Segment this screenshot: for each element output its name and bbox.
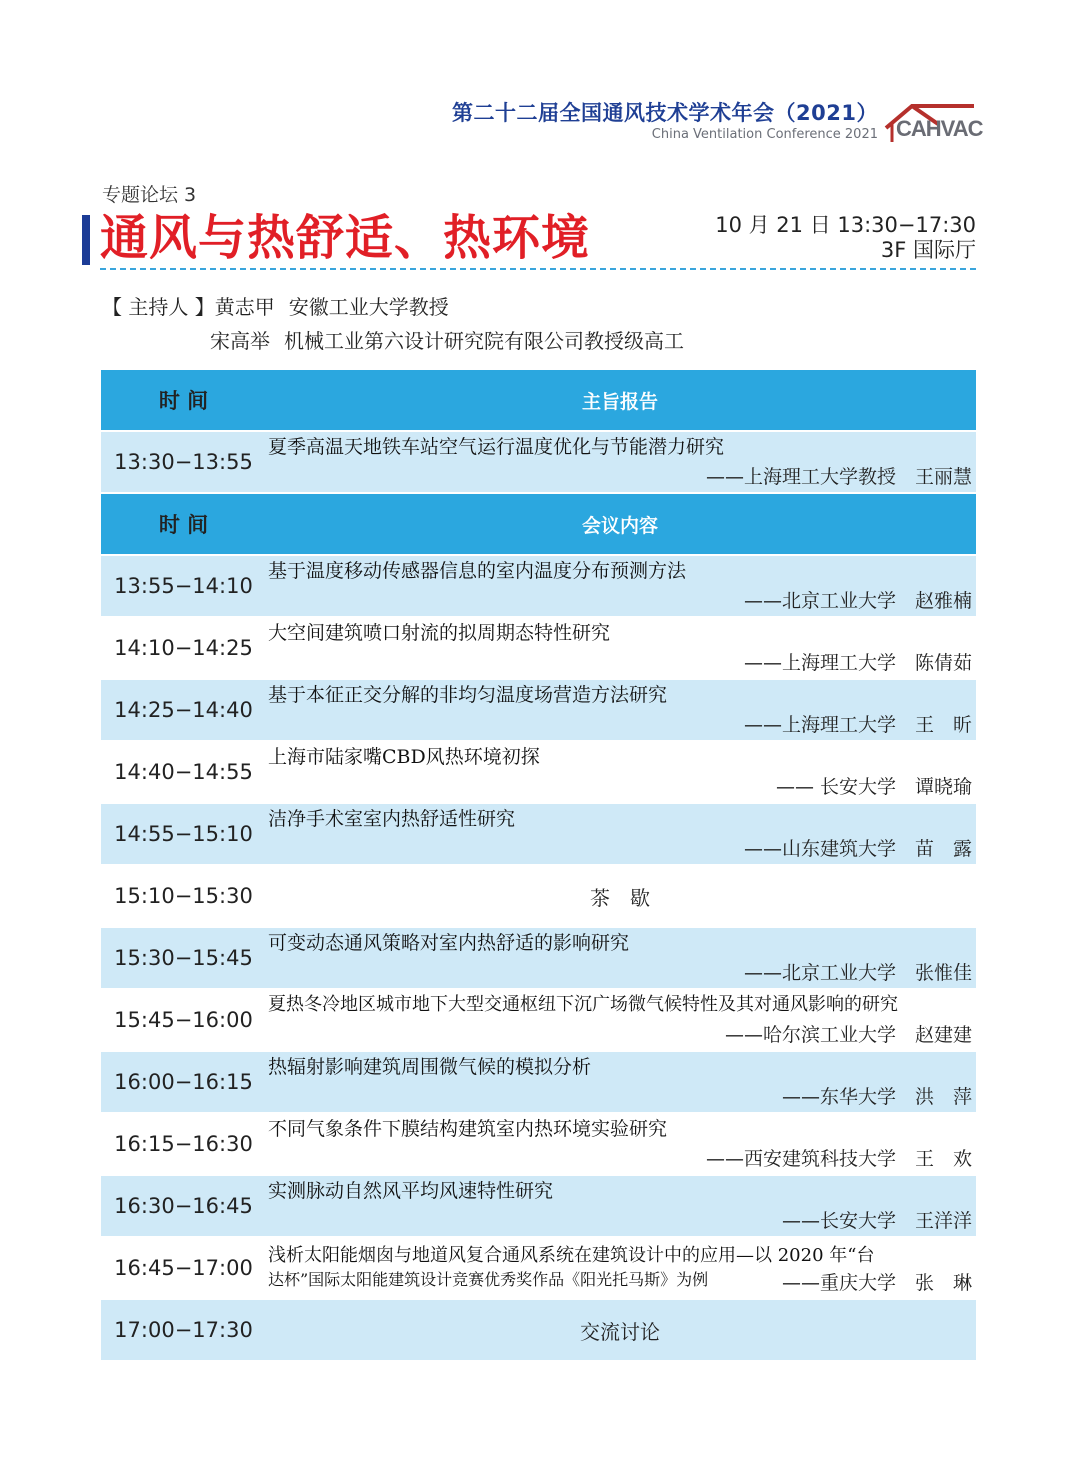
row-time: 16:45−17:00 [114, 1256, 253, 1280]
row-topic: 实测脉动自然风平均风速特性研究 [268, 1180, 554, 1202]
row-content [266, 1176, 976, 1236]
table-row [101, 742, 976, 802]
row-speaker: ——长安大学 王洋洋 [781, 1210, 972, 1232]
row-content [266, 990, 976, 1050]
row-topic: 可变动态通风策略对室内热舒适的影响研究 [268, 932, 630, 954]
row-time: 13:55−14:10 [114, 574, 253, 598]
row-topic: 大空间建筑喷口射流的拟周期态特性研究 [268, 622, 611, 644]
forum-title: 通风与热舒适、热环境 [100, 210, 591, 266]
row-time: 16:30−16:45 [114, 1194, 253, 1218]
forum-datetime: 10 月 21 日 13:30−17:30 [715, 213, 976, 237]
row-content [266, 1300, 976, 1360]
row-topic-line2: 达杯”国际太阳能建筑设计竞赛优秀奖作品《阳光托马斯》为例 [268, 1270, 709, 1289]
row-topic: 基于温度移动传感器信息的室内温度分布预测方法 [268, 560, 687, 582]
row-time: 13:30−13:55 [114, 450, 253, 474]
header-content: 会议内容 [581, 514, 658, 537]
session-header-row [101, 494, 976, 554]
row-time: 14:55−15:10 [114, 822, 253, 846]
row-time: 14:25−14:40 [114, 698, 253, 722]
table-row [101, 618, 976, 678]
row-time: 14:10−14:25 [114, 636, 253, 660]
title-divider [100, 268, 976, 270]
forum-room: 3F 国际厅 [880, 238, 976, 262]
host-title: 安徽工业大学教授 [288, 295, 449, 319]
row-speaker: ——山东建筑大学 苗 露 [743, 838, 972, 860]
discussion-label: 交流讨论 [580, 1319, 660, 1344]
row-speaker: ——上海理工大学教授 王丽慧 [705, 466, 972, 488]
row-speaker: ——北京工业大学 赵雅楠 [743, 590, 972, 612]
table-row [101, 1114, 976, 1174]
row-speaker: ——上海理工大学 陈倩茹 [743, 652, 972, 674]
row-topic: 夏热冬冷地区城市地下大型交通枢纽下沉广场微气候特性及其对通风影响的研究 [268, 994, 898, 1015]
header-time: 时 间 [158, 389, 209, 413]
row-content [266, 1052, 976, 1112]
discussion-row [101, 1300, 976, 1360]
row-time: 15:45−16:00 [114, 1008, 253, 1032]
row-speaker: ——哈尔滨工业大学 赵建建 [724, 1024, 972, 1046]
conference-header [452, 98, 983, 148]
logo-text: CAHVAC [896, 116, 983, 141]
break-row [101, 866, 976, 926]
row-speaker: ——重庆大学 张 琳 [781, 1272, 972, 1294]
header-content: 主旨报告 [581, 390, 658, 413]
row-time: 16:00−16:15 [114, 1070, 253, 1094]
row-time: 15:10−15:30 [114, 884, 253, 908]
row-speaker: —— 长安大学 谭晓瑜 [775, 776, 972, 798]
row-topic: 热辐射影响建筑周围微气候的模拟分析 [268, 1056, 592, 1078]
row-topic: 不同气象条件下膜结构建筑室内热环境实验研究 [268, 1118, 668, 1140]
row-time: 15:30−15:45 [114, 946, 253, 970]
row-topic: 基于本征正交分解的非均匀温度场营造方法研究 [268, 684, 668, 706]
row-content [266, 618, 976, 678]
forum-meta [715, 213, 976, 263]
table-row [101, 556, 976, 616]
conference-text [452, 98, 878, 142]
row-content [266, 680, 976, 740]
row-content [266, 742, 976, 802]
row-time: 16:15−16:30 [114, 1132, 253, 1156]
host-name: 黄志甲 [214, 295, 275, 319]
schedule-table [101, 370, 976, 1362]
row-content [266, 1238, 976, 1298]
cahvac-logo [882, 98, 983, 146]
table-row [101, 432, 976, 492]
row-content [266, 556, 976, 616]
host-row [102, 324, 698, 358]
table-row [101, 1052, 976, 1112]
table-row [101, 804, 976, 864]
row-time: 17:00−17:30 [114, 1318, 253, 1342]
title-accent-bar [82, 215, 90, 265]
host-row [102, 290, 698, 324]
table-row [101, 680, 976, 740]
row-time: 14:40−14:55 [114, 760, 253, 784]
row-topic: 夏季高温天地铁车站空气运行温度优化与节能潜力研究 [268, 436, 725, 458]
conference-subtitle: China Ventilation Conference 2021 [651, 127, 878, 142]
row-topic: 洁净手术室室内热舒适性研究 [268, 808, 516, 830]
conference-title: 第二十二届全国通风技术学术年会（2021） [452, 101, 878, 125]
row-speaker: ——北京工业大学 张惟佳 [743, 962, 972, 984]
row-topic-line1: 浅析太阳能烟囱与地道风复合通风系统在建筑设计中的应用—以 2020 年“台 [268, 1245, 875, 1266]
hosts-label: 【 主持人 】 [102, 295, 215, 319]
table-row [101, 1176, 976, 1236]
forum-label: 专题论坛 3 [102, 184, 197, 206]
table-row [101, 1238, 976, 1298]
table-row [101, 928, 976, 988]
row-speaker: ——东华大学 洪 萍 [781, 1086, 972, 1108]
host-title: 机械工业第六设计研究院有限公司教授级高工 [284, 329, 684, 353]
row-content [266, 866, 976, 926]
table-row [101, 990, 976, 1050]
row-content [266, 432, 976, 492]
keynote-header-row [101, 370, 976, 430]
row-content [266, 928, 976, 988]
hosts-block [102, 290, 698, 358]
header-time: 时 间 [158, 513, 209, 537]
host-name: 宋高举 [210, 329, 270, 353]
row-speaker: ——西安建筑科技大学 王 欢 [705, 1148, 972, 1170]
row-topic: 上海市陆家嘴CBD风热环境初探 [268, 746, 540, 768]
row-speaker: ——上海理工大学 王 昕 [743, 714, 972, 736]
row-content [266, 804, 976, 864]
row-content [266, 1114, 976, 1174]
break-label: 茶 歇 [590, 885, 650, 910]
